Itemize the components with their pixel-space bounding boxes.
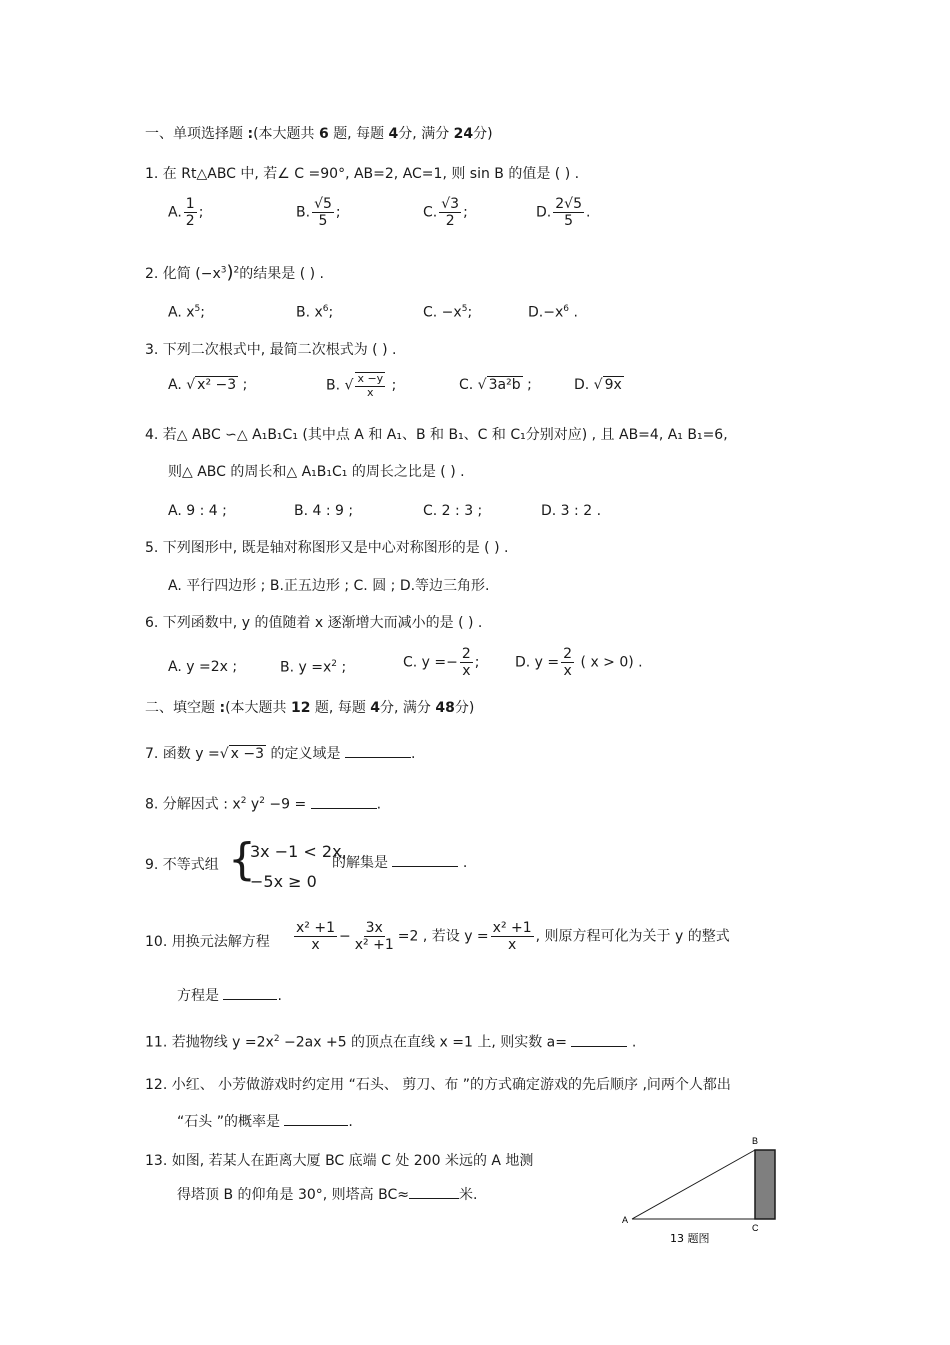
- q12-line2: “石头 ”的概率是 .: [177, 1114, 353, 1130]
- q4-stem-line1: 4. 若△ ABC ∽△ A₁B₁C₁ (其中点 A 和 A₁、B 和 B₁、C 和 C₁分别对应) , 且 AB=4, A₁ B₁=6,: [145, 427, 728, 443]
- q9-tail: 的解集是 .: [332, 855, 468, 871]
- q1-option-d: D. $\frac{2√5}{5}$ .: [536, 196, 591, 230]
- q7: 7. 函数 y =√ x −3 的定义域是 .: [145, 746, 416, 762]
- q3-option-a: A. √ x² −3 ;: [168, 377, 248, 393]
- q5-stem: 5. 下列图形中, 既是轴对称图形又是中心对称图形的是 ( ) .: [145, 540, 509, 556]
- q12-answer-blank[interactable]: [284, 1125, 348, 1126]
- q13-line1: 13. 如图, 若某人在距离大厦 BC 底端 C 处 200 米远的 A 地测: [145, 1153, 534, 1169]
- q5-options: A. 平行四边形 ; B.正五边形 ; C. 圆 ; D.等边三角形.: [168, 578, 490, 594]
- q6-option-c: C. y =− $\frac{2}{x}$ ;: [403, 646, 480, 680]
- q9-inequality-2: −5x ≥ 0: [250, 872, 317, 891]
- q9-brace: {: [228, 834, 256, 885]
- q4-option-d: D. 3 : 2 .: [541, 503, 602, 519]
- q11: 11. 若抛物线 $y =2x^2 -2ax +5$ 的顶点在直线 x =1 上, 则实数 a= .: [145, 1034, 637, 1051]
- figure-caption: 13 题图: [670, 1232, 710, 1245]
- section1-heading: 一、单项选择题 :(本大题共 6 题, 每题 4分, 满分 24分): [145, 126, 493, 142]
- q2-option-d: $D.-x^6$ .: [528, 304, 578, 321]
- q3-option-d: D. √ 9x: [574, 377, 622, 393]
- q10-answer-blank[interactable]: [223, 999, 277, 1000]
- q7-answer-blank[interactable]: [345, 757, 411, 758]
- q10-line2: 方程是 .: [177, 988, 282, 1004]
- label-b: B: [752, 1136, 759, 1146]
- q9-answer-blank[interactable]: [392, 866, 458, 867]
- sight-line-ab: [632, 1150, 755, 1219]
- q2-option-b: B. $x^6$;: [296, 304, 334, 321]
- label-c: C: [752, 1223, 759, 1233]
- q4-option-b: B. 4 : 9 ;: [294, 503, 354, 519]
- q6-option-b: B. $y =x^2$ ;: [280, 659, 347, 676]
- q4-option-c: C. 2 : 3 ;: [423, 503, 483, 519]
- q9-label: 9. 不等式组: [145, 857, 219, 873]
- label-a: A: [622, 1215, 629, 1225]
- q4-option-a: A. 9 : 4 ;: [168, 503, 227, 519]
- q12-line1: 12. 小红、 小芳做游戏时约定用 “石头、 剪刀、布 ”的方式确定游戏的先后顺序 ,问两个人都出: [145, 1077, 731, 1093]
- q1-stem: 1. 在 Rt△ABC 中, 若∠ C =90°, AB=2, AC=1, 则 sin B 的值是 ( ) .: [145, 166, 580, 182]
- q1-option-c: C. $\frac{√3}{2}$ ;: [423, 196, 468, 230]
- q8-answer-blank[interactable]: [311, 808, 377, 809]
- section2-heading: 二、填空题 :(本大题共 12 题, 每题 4分, 满分 48分): [145, 700, 475, 716]
- q10-label: 10. 用换元法解方程: [145, 934, 270, 950]
- q6-stem: 6. 下列函数中, y 的值随着 x 逐渐增大而减小的是 ( ) .: [145, 615, 483, 631]
- q1-option-b: B. $\frac{√5}{5}$ ;: [296, 196, 341, 230]
- building-bc: [755, 1150, 775, 1219]
- q6-option-d: D. y = $\frac{2}{x}$ ( x > 0) .: [515, 646, 643, 680]
- q13-line2: 得塔顶 B 的仰角是 30°, 则塔高 BC≈ 米.: [177, 1187, 478, 1203]
- q8: 8. 分解因式 : $x^2$ $y^2 -9$ = .: [145, 796, 382, 813]
- q11-answer-blank[interactable]: [571, 1046, 627, 1047]
- q9-inequality-1: 3x −1 < 2x,: [250, 842, 347, 861]
- q6-option-a: A. y =2x ;: [168, 659, 238, 675]
- q13-figure: [615, 1130, 815, 1255]
- q3-option-b: B. √ $\frac{x -y}{x}$ ;: [326, 372, 397, 399]
- q10-equation: $\frac{\text{x² +1}}{x}$ − $\frac{3x}{\text{x² +1}}$ =2 , 若设 y = $\frac{\text{x² +1}}{x}$ , 则原方程可化为关于 y 的整式: [296, 920, 730, 954]
- q2-stem: 2. 化简 $(-x^3)^2$的结果是 ( ) .: [145, 262, 324, 283]
- q1-option-a: A. $\frac{1}{2}$ ;: [168, 196, 204, 230]
- q3-stem: 3. 下列二次根式中, 最简二次根式为 ( ) .: [145, 342, 397, 358]
- q4-stem-line2: 则△ ABC 的周长和△ A₁B₁C₁ 的周长之比是 ( ) .: [168, 464, 465, 480]
- q3-option-c: C. √ 3a²b ;: [459, 377, 532, 393]
- q13-answer-blank[interactable]: [409, 1198, 459, 1199]
- q2-option-c: C. $-x^5$;: [423, 304, 473, 321]
- q2-option-a: A. $x^5$;: [168, 304, 205, 321]
